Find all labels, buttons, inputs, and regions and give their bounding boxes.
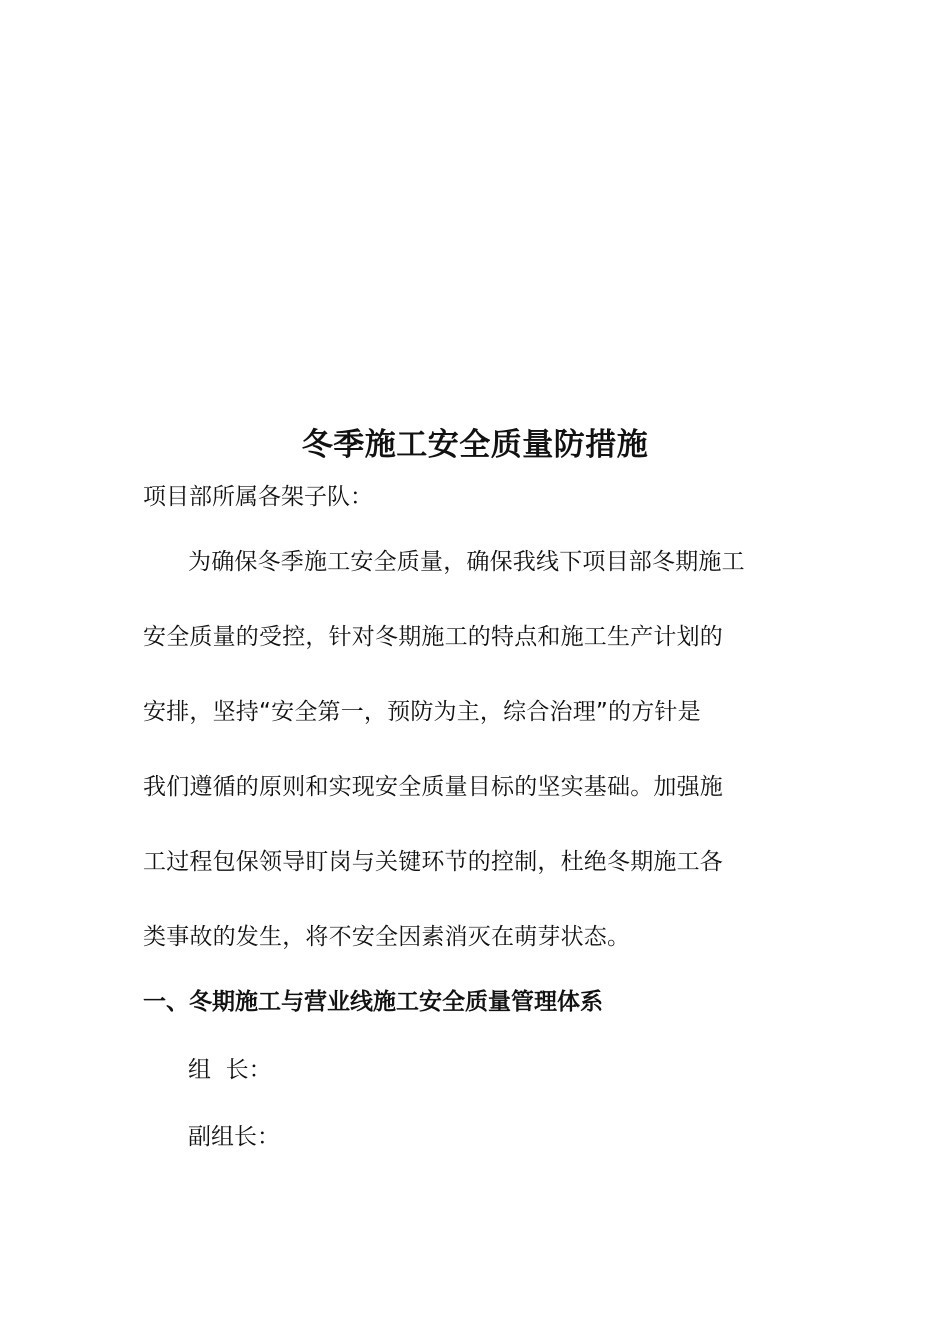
paragraph-line: 安排，坚持“安全第一，预防为主，综合治理”的方针是 [143, 699, 701, 725]
paragraph-line: 我们遵循的原则和实现安全质量目标的坚实基础。加强施 [143, 774, 723, 800]
paragraph-line: 为确保冬季施工安全质量，确保我线下项目部冬期施工 [188, 549, 745, 575]
role-label-leader: 组 长： [188, 1057, 272, 1083]
paragraph-line: 工过程包保领导盯岗与关键环节的控制，杜绝冬期施工各 [143, 849, 723, 875]
paragraph-line: 安全质量的受控，针对冬期施工的特点和施工生产计划的 [143, 624, 723, 650]
section-heading: 一、冬期施工与营业线施工安全质量管理体系 [143, 989, 603, 1015]
paragraph-line: 类事故的发生，将不安全因素消灭在萌芽状态。 [143, 924, 631, 950]
salutation: 项目部所属各架子队： [143, 484, 373, 510]
role-label-deputy-leader: 副组长： [188, 1124, 280, 1150]
document-title: 冬季施工安全质量防措施 [301, 427, 649, 463]
